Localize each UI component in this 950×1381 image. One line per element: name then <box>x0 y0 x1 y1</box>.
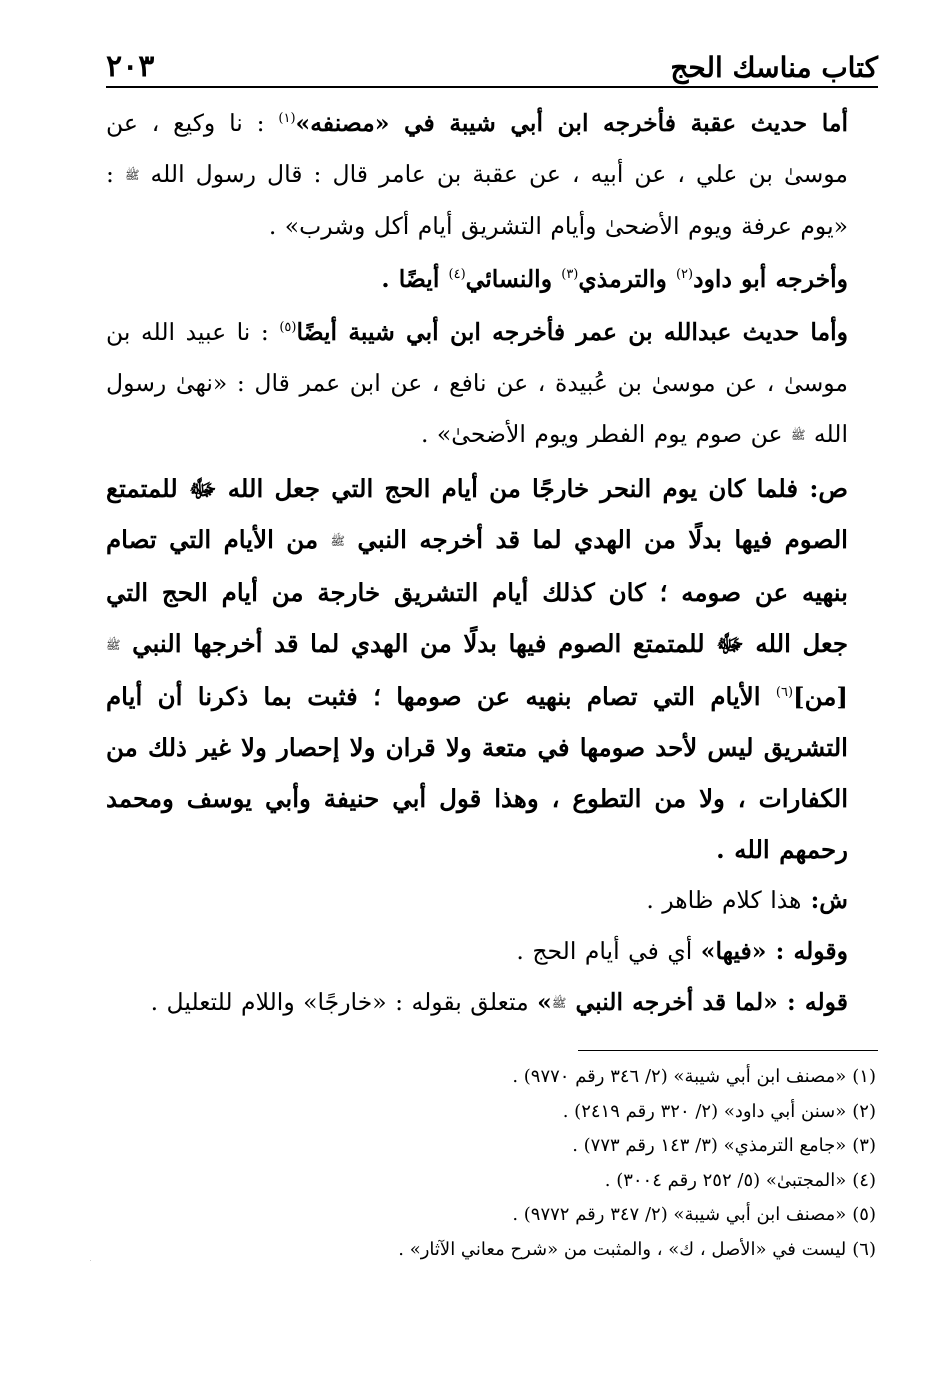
paragraph-matn <box>106 463 878 875</box>
footnote-ref-2: (٢) <box>675 267 694 283</box>
footnote-text: «مصنف ابن أبي شيبة» (٢/ ٣٤٦ رقم ٩٧٧٠) . <box>512 1066 847 1087</box>
footnote-number: (٤) <box>852 1169 876 1191</box>
scan-speck <box>90 1260 91 1261</box>
paragraph-lead: أما حديث عقبة فأخرجه ابن أبي شيبة في «مصنفه» <box>295 109 848 137</box>
sharh-marker: ش: <box>801 886 848 914</box>
footnote-rule <box>578 1050 878 1051</box>
main-text <box>106 98 878 1029</box>
honorific-glyph: ﷺ <box>106 638 121 652</box>
paragraph-text: » <box>537 988 552 1016</box>
paragraph-ibn-umar-hadith <box>106 307 878 461</box>
paragraph-text: متعلق بقوله : «خارجًا» واللام للتعليل . <box>150 988 538 1016</box>
paragraph-lead: وقوله : «فيها» <box>700 937 848 965</box>
footnote-3 <box>106 1129 878 1164</box>
book-title: كتاب مناسك الحج <box>670 51 878 84</box>
footnote-ref-3: (٣) <box>561 267 579 283</box>
paragraph-text: أيضًا . <box>381 265 449 293</box>
paragraph-text: فلما كان يوم النحر خارجًا من أيام الحج التي جعل الله ﷻ للمتمتع الصوم فيها بدلًا من الهدي لما قد أخرجه النبي <box>106 474 848 554</box>
paragraph-sharh <box>106 875 878 926</box>
footnote-text: ليست في «الأصل ، ك» ، والمثبت من «شرح معاني الآثار» . <box>398 1238 847 1260</box>
honorific-glyph: ﷺ <box>124 168 140 182</box>
paragraph-text: والنسائي <box>465 265 562 293</box>
footnote-text: «جامع الترمذي» (٣/ ١٤٣ رقم ٧٧٣) . <box>572 1135 847 1156</box>
page-number: ٢٠٣ <box>106 49 155 84</box>
footnote-2 <box>106 1095 878 1130</box>
footnote-number: (٥) <box>852 1204 876 1225</box>
honorific-glyph: ﷺ <box>790 428 806 442</box>
footnotes <box>106 1060 878 1267</box>
paragraph-text: أي في أيام الحج . <box>516 937 701 965</box>
paragraph-other-sources <box>106 254 878 305</box>
paragraph-text: والترمذي <box>578 265 676 293</box>
footnote-6 <box>106 1233 878 1268</box>
paragraph-text: : «يوم عرفة ويوم الأضحىٰ وأيام التشريق أيام أكل وشرب» . <box>106 160 848 240</box>
footnote-number: (١) <box>852 1066 876 1087</box>
footnote-1 <box>106 1060 878 1095</box>
footnote-ref-4: (٤) <box>448 267 466 283</box>
paragraph-text: : نا وكيع ، عن موسىٰ بن علي ، عن أبيه ، عن عقبة بن عامر قال : قال رسول الله <box>106 109 848 188</box>
paragraph-text: الأيام التي تصام بنهيه عن صومها ؛ فثبت بما ذكرنا أن أيام التشريق ليس لأحد صومها في متعة ولا قران ولا إحصار ولا غير ذلك من الكفارات ، ولا من التطوع ، وهذا قول أبي حنيفة وأبي يوسف ومحمد رحمهم الله . <box>106 682 848 864</box>
footnote-number: (٢) <box>852 1100 876 1122</box>
paragraph-text: عن صوم يوم الفطر ويوم الأضحىٰ» . <box>420 420 791 448</box>
footnote-text: «مصنف ابن أبي شيبة» (٢/ ٣٤٧ رقم ٩٧٧٢) . <box>512 1204 847 1225</box>
header-rule <box>106 86 878 88</box>
paragraph-qawluh-fiha <box>106 926 878 977</box>
footnote-ref-1: (١) <box>278 111 296 127</box>
paragraph-lead: وأما حديث عبدالله بن عمر فأخرجه ابن أبي شيبة أيضًا <box>296 318 848 346</box>
paragraph-text: : نا عبيد الله بن موسىٰ ، عن موسىٰ بن عُبيدة ، عن نافع ، عن ابن عمر قال : «نهىٰ رسول الله <box>106 318 848 448</box>
paragraph-uqba-hadith <box>106 98 878 252</box>
footnote-ref-5: (٥) <box>279 320 297 336</box>
paragraph-qawluh-lima <box>106 977 878 1029</box>
footnote-5 <box>106 1198 878 1233</box>
footnote-number: (٣) <box>852 1135 876 1156</box>
footnote-number: (٦) <box>852 1238 876 1260</box>
honorific-glyph: ﷺ <box>551 996 567 1010</box>
footnote-text: «سنن أبي داود» (٢/ ٣٢٠ رقم ٢٤١٩) . <box>562 1100 847 1122</box>
paragraph-text: [من] <box>793 682 848 711</box>
paragraph-text: من الأيام التي تصام بنهيه عن صومه ؛ كان كذلك أيام التشريق خارجة من أيام الحج التي جعل الله ﷻ للمتمتع الصوم فيها بدلًا من الهدي لما قد أخرجها النبي <box>106 525 848 658</box>
footnote-ref-6: (٦) <box>775 684 794 700</box>
paragraph-text: وأخرجه أبو داود <box>693 265 848 293</box>
honorific-glyph: ﷺ <box>330 534 345 548</box>
matn-marker: ص: <box>798 474 848 503</box>
paragraph-text: هذا كلام ظاهر . <box>646 886 802 914</box>
footnote-4 <box>106 1164 878 1199</box>
page-header <box>106 36 878 82</box>
paragraph-lead: قوله : «لما قد أخرجه النبي <box>566 988 848 1016</box>
footnote-text: «المجتبىٰ» (٥/ ٢٥٢ رقم ٣٠٠٤) . <box>604 1169 847 1191</box>
